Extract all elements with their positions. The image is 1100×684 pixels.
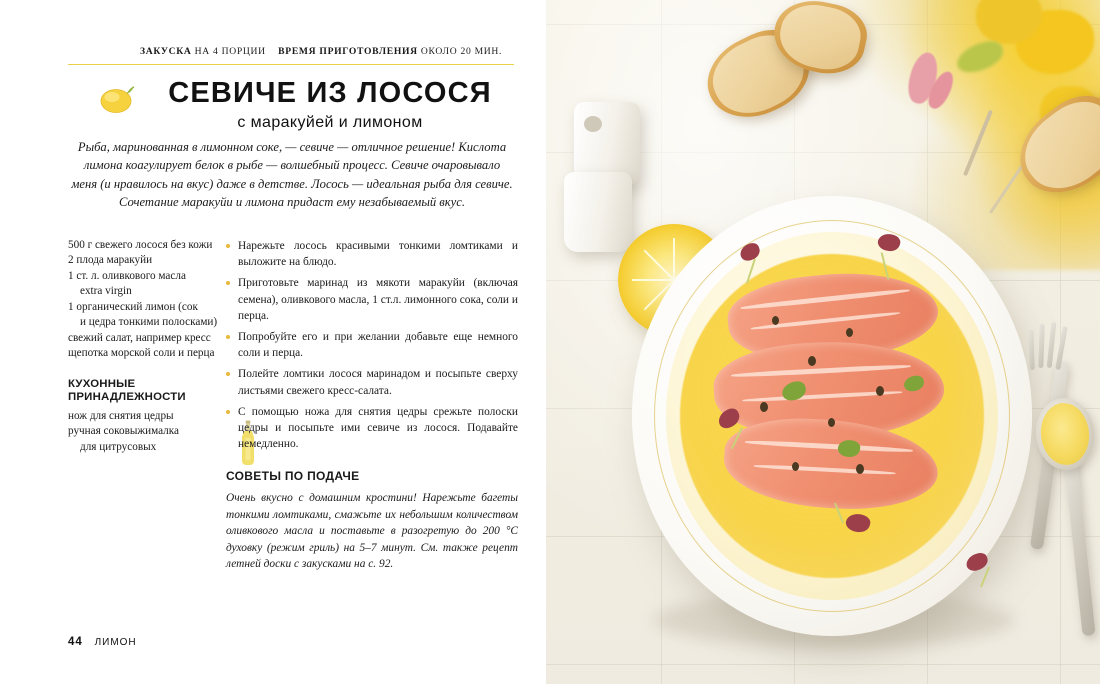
tool-item: ручная соковыжималка: [68, 425, 179, 438]
tools-heading-line2: ПРИНАДЛЕЖНОСТИ: [68, 391, 186, 404]
recipe-intro: Рыба, маринованная в лимонном соке, — севиче — отличное решение! Кислота лимона коагулирует белок в рыбе — волшебный процесс. Севиче очаровывало меня (и нравилось на вкус) даже в детстве. Лосось — идеальная рыба для севиче. Сочетание маракуйи и лимона придаст ему незабываемый вкус.: [71, 140, 513, 210]
title-block: [140, 78, 520, 132]
course-value: НА 4 ПОРЦИИ: [194, 46, 266, 57]
steps-list: [226, 238, 518, 452]
page-number: 44: [68, 636, 83, 648]
tools-heading-line1: КУХОННЫЕ: [68, 377, 136, 390]
ingredient-item: 1 органический лимон (сок: [68, 300, 198, 313]
ingredient-item: 2 плода маракуйи: [68, 254, 153, 267]
passionfruit-seed: [828, 418, 835, 427]
recipe-text-page: [0, 0, 546, 684]
section-name: ЛИМОН: [94, 637, 137, 648]
pepper-shaker: [564, 172, 632, 252]
tool-item: для цитрусовых: [80, 440, 157, 453]
passionfruit-seed: [846, 328, 853, 337]
list-item: Нарежьте лосось красивыми тонкими ломтиками и выложите на блюдо.: [226, 238, 518, 270]
list-item: Приготовьте маринад из мякоти маракуйи (включая семена), оливкового масла, 1 ст.л. лимонного сока, соли и перца.: [226, 275, 518, 324]
ingredient-item: 500 г свежего лосося без кожи: [68, 239, 213, 251]
shaker-holes: [584, 116, 602, 132]
ingredient-item: 1 ст. л. оливкового масла: [68, 269, 186, 282]
course-label: ЗАКУСКА: [140, 46, 192, 57]
passionfruit-seed: [876, 386, 884, 396]
ingredient-item: щепотка морской соли и перца: [68, 347, 215, 360]
lemon-icon: [96, 82, 136, 116]
page-footer: [68, 636, 137, 648]
ingredient-item: свежий салат, например кресс: [68, 331, 211, 344]
tool-item: нож для снятия цедры: [68, 410, 174, 422]
header-divider: [68, 64, 514, 65]
passionfruit-seed: [772, 316, 779, 325]
list-item: Полейте ломтики лосося маринадом и посыпьте сверху листьями свежего кресс-салата.: [226, 366, 518, 398]
ingredient-item: и цедра тонкими полосками): [80, 316, 218, 329]
passionfruit-seed: [760, 402, 768, 412]
tips-body: Очень вкусно с домашним кростини! Нарежьте багеты тонкими ломтиками, смажьте их небольшим количеством оливкового масла и поставьте в разогретую до 200 °C духовку (режим гриль) на 5–7 минут. См. также рецепт летней доски с закусками на с. 92.: [226, 492, 518, 570]
recipe-photo: [546, 0, 1100, 684]
tools-heading: [68, 378, 220, 405]
ingredient-item: extra virgin: [80, 285, 132, 298]
list-item: Попробуйте его и при желании добавьте еще немного соли и перца.: [226, 329, 518, 361]
page-subtitle: с маракуйей и лимоном: [237, 114, 423, 132]
recipe-columns: [68, 238, 518, 572]
page-title: СЕВИЧЕ ИЗ ЛОСОСЯ: [168, 77, 492, 109]
passionfruit-seed: [792, 462, 799, 471]
instructions-column: [220, 238, 518, 572]
passionfruit-seed: [808, 356, 816, 366]
passionfruit-seed: [856, 464, 864, 474]
recipe-meta: [140, 46, 510, 57]
spoon-contents: [1038, 401, 1092, 468]
tips-heading: СОВЕТЫ ПО ПОДАЧЕ: [226, 469, 360, 484]
time-value: ОКОЛО 20 МИН.: [420, 46, 503, 57]
ingredients-column: [68, 238, 220, 572]
time-label: ВРЕМЯ ПРИГОТОВЛЕНИЯ: [278, 46, 418, 57]
list-item: С помощью ножа для снятия цедры срежьте полоски цедры и посыпьте ими севиче из лосося. Подавайте немедленно.: [226, 404, 518, 453]
